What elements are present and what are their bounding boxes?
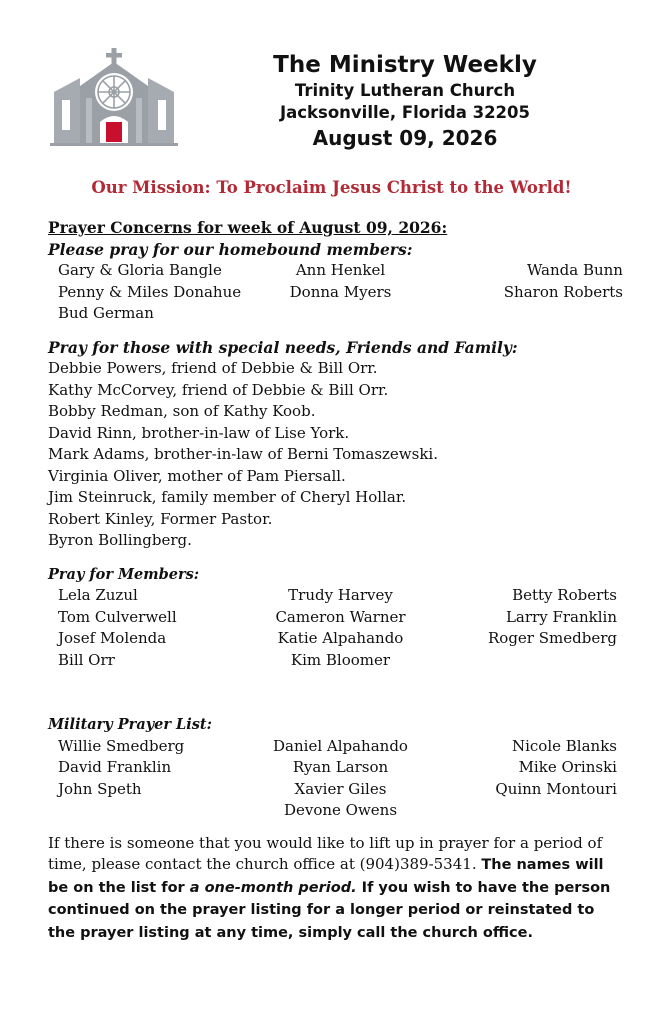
list-item: Mark Adams, brother-in-law of Berni Tomaszewski. — [48, 445, 438, 463]
military-col-3 — [435, 736, 623, 822]
list-item: Roger Smedberg — [488, 629, 617, 647]
members-col-2 — [246, 585, 434, 671]
list-item: Katie Alpahando — [277, 629, 404, 647]
prayer-concerns-title: Prayer Concerns for week of August 09, 2026: — [48, 218, 448, 237]
special-needs-heading: Pray for those with special needs, Friends and Family: — [48, 337, 518, 357]
list-item: John Speth — [58, 779, 142, 798]
homebound-list — [48, 260, 623, 325]
members-list — [48, 585, 623, 671]
contact-instructions: If there is someone that you would like to lift up in prayer for a period of time, please contact the church office at (904)389-5341. — [48, 833, 603, 873]
church-logo-icon — [50, 48, 178, 148]
church-location: Jacksonville, Florida 32205 — [279, 103, 530, 122]
list-item: Larry Franklin — [505, 607, 617, 626]
list-item: Kim Bloomer — [290, 650, 391, 669]
list-item: Devone Owens — [283, 801, 398, 819]
homebound-heading: Please pray for our homebound members: — [48, 239, 413, 259]
list-item: David Franklin — [58, 758, 172, 776]
military-col-1 — [58, 736, 246, 822]
duration-period: a one-month period. — [189, 879, 357, 896]
list-item: Byron Bollingberg. — [48, 531, 192, 549]
special-needs-list — [48, 358, 623, 552]
members-heading: Pray for Members: — [48, 565, 200, 583]
homebound-col-1 — [58, 260, 246, 325]
list-item: Penny & Miles Donahue — [58, 282, 242, 301]
list-item: Daniel Alpahando — [273, 736, 408, 755]
list-item: Bud German — [58, 304, 154, 322]
list-item: Xavier Giles — [294, 779, 387, 798]
homebound-col-2 — [246, 260, 434, 325]
list-item: Cameron Warner — [275, 607, 406, 626]
list-item: Ann Henkel — [295, 261, 386, 279]
prayer-concerns — [48, 217, 623, 944]
bulletin-date: August 09, 2026 — [312, 126, 498, 150]
newsletter-title: The Ministry Weekly — [273, 52, 537, 78]
military-list — [48, 736, 623, 822]
list-item: Robert Kinley, Former Pastor. — [48, 509, 273, 528]
list-item: Betty Roberts — [512, 586, 617, 604]
list-item: Lela Zuzul — [58, 586, 138, 604]
list-item: Gary & Gloria Bangle — [58, 261, 222, 279]
list-item: Tom Culverwell — [58, 607, 177, 626]
duration-note: The names will be on the list for — [48, 857, 604, 896]
list-item: Quinn Montouri — [495, 779, 617, 798]
continuation-note: If you wish to have the person continued on the prayer listing for a longer period or reinstated to the prayer listing at any time, simply call the church office. — [48, 879, 611, 941]
members-col-1 — [58, 585, 246, 671]
list-item: Debbie Powers, friend of Debbie & Bill Orr. — [48, 359, 378, 377]
military-col-2 — [246, 736, 434, 822]
list-item: Virginia Oliver, mother of Pam Piersall. — [48, 466, 346, 485]
list-item: Donna Myers — [289, 282, 392, 301]
list-item: Kathy McCorvey, friend of Debbie & Bill Orr. — [48, 380, 389, 399]
list-item: Trudy Harvey — [288, 586, 393, 604]
list-item: Sharon Roberts — [503, 282, 623, 301]
homebound-col-3 — [435, 260, 623, 325]
list-item: David Rinn, brother-in-law of Lise York. — [48, 423, 350, 442]
mission-statement: Our Mission: To Proclaim Jesus Christ to the World! — [91, 178, 572, 197]
prayer-request-note — [48, 833, 623, 945]
list-item: Wanda Bunn — [526, 261, 623, 279]
bulletin-header — [250, 50, 560, 152]
list-item: Bobby Redman, son of Kathy Koob. — [48, 402, 316, 420]
church-name: Trinity Lutheran Church — [294, 81, 516, 100]
military-heading: Military Prayer List: — [48, 716, 212, 733]
list-item: Jim Steinruck, family member of Cheryl Hollar. — [48, 488, 407, 506]
list-item: Nicole Blanks — [511, 736, 617, 755]
list-item: Josef Molenda — [58, 629, 167, 647]
list-item: Willie Smedberg — [58, 736, 185, 755]
members-col-3 — [435, 585, 623, 671]
list-item: Mike Orinski — [518, 758, 617, 776]
list-item: Ryan Larson — [292, 758, 389, 776]
list-item: Bill Orr — [58, 650, 115, 669]
